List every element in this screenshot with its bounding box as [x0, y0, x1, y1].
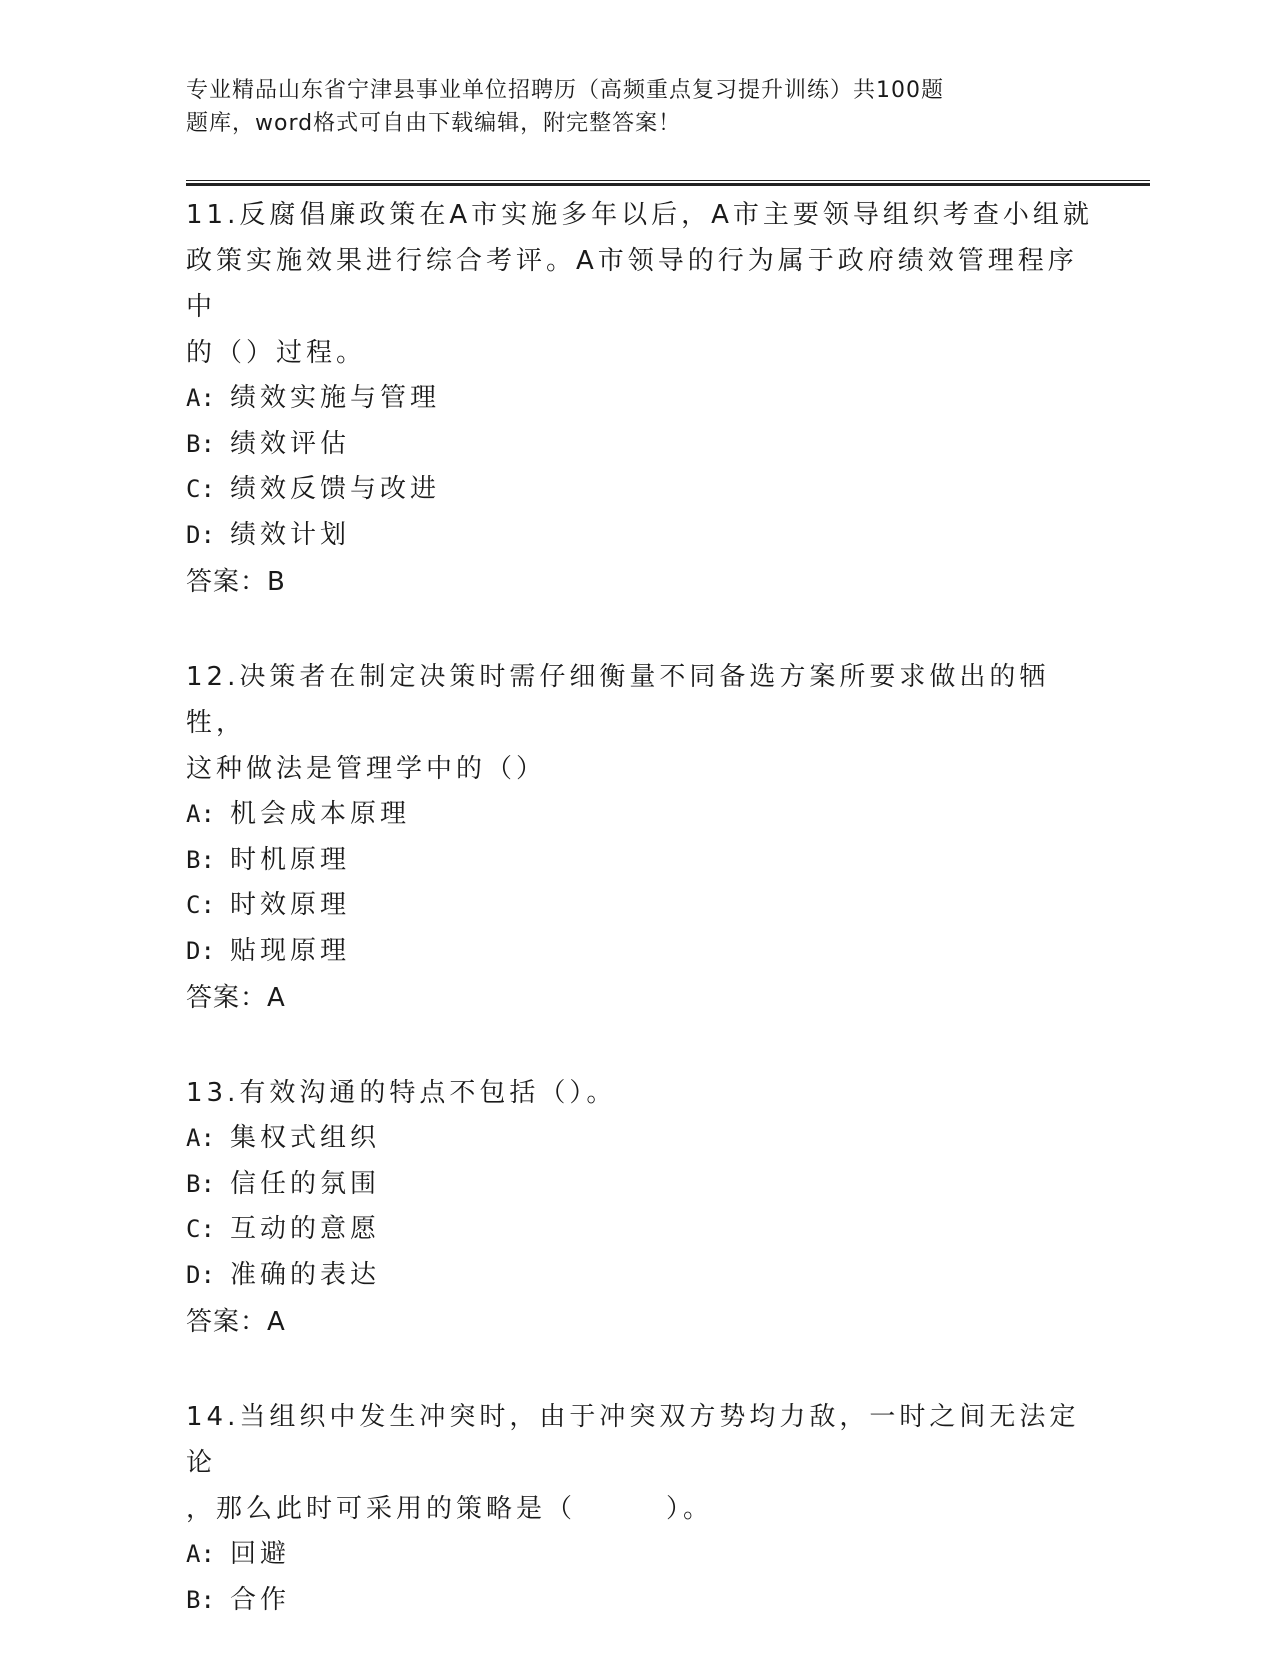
stem-line: 14.当组织中发生冲突时，由于冲突双方势均力敌，一时之间无法定论	[186, 1402, 1080, 1478]
stem-line: 11.反腐倡廉政策在A市实施多年以后，A市主要领导组织考查小组就	[186, 200, 1093, 230]
option-letter: B:	[186, 845, 215, 874]
option-d	[186, 513, 1106, 559]
option-letter: A:	[186, 384, 215, 412]
stem-line: 13.有效沟通的特点不包括（）。	[186, 1078, 617, 1108]
answer-line: 答案：A	[186, 1307, 286, 1337]
option-a	[186, 376, 1106, 422]
option-b	[186, 838, 1106, 884]
option-letter: D:	[186, 520, 215, 549]
option-text: 回避	[230, 1539, 291, 1569]
option-text: 绩效实施与管理	[230, 383, 441, 413]
option-c	[186, 467, 1106, 513]
option-text: 互动的意愿	[230, 1214, 381, 1244]
option-text: 准确的表达	[230, 1259, 381, 1290]
option-text: 绩效评估	[230, 428, 351, 459]
question-11	[186, 192, 1106, 606]
option-letter: A:	[186, 1124, 215, 1152]
question-stem	[186, 654, 1106, 792]
option-c	[186, 1207, 1106, 1253]
option-text: 机会成本原理	[230, 799, 411, 829]
stem-line: 12.决策者在制定决策时需仔细衡量不同备选方案所要求做出的牺牲，	[186, 662, 1050, 738]
option-b	[186, 1162, 1106, 1208]
question-13	[186, 1070, 1106, 1346]
option-text: 合作	[230, 1584, 291, 1615]
stem-line: 这种做法是管理学中的（）	[186, 754, 547, 784]
header-line-2: 题库，word格式可自由下载编辑，附完整答案！	[186, 111, 682, 136]
option-letter: B:	[186, 429, 215, 458]
option-text: 贴现原理	[230, 935, 351, 966]
document-header	[186, 74, 1046, 140]
option-b	[186, 422, 1106, 468]
option-text: 绩效计划	[230, 519, 351, 550]
option-a	[186, 792, 1106, 838]
question-list	[186, 192, 1106, 1671]
option-letter: A:	[186, 800, 215, 828]
option-text: 时效原理	[230, 890, 351, 920]
option-letter: B:	[186, 1169, 215, 1198]
option-letter: D:	[186, 1260, 215, 1289]
question-12	[186, 654, 1106, 1022]
option-text: 绩效反馈与改进	[230, 474, 441, 504]
option-letter: B:	[186, 1585, 215, 1614]
option-a	[186, 1116, 1106, 1162]
stem-line: 的（）过程。	[186, 338, 367, 368]
question-stem	[186, 1070, 1106, 1116]
answer-line: 答案：B	[186, 567, 286, 597]
option-d	[186, 1253, 1106, 1299]
header-line-1: 专业精品山东省宁津县事业单位招聘历（高频重点复习提升训练）共100题	[186, 78, 944, 103]
stem-line: 政策实施效果进行综合考评。A市领导的行为属于政府绩效管理程序中	[186, 246, 1078, 322]
option-text: 集权式组织	[230, 1123, 381, 1153]
option-letter: A:	[186, 1540, 215, 1568]
question-stem	[186, 192, 1106, 376]
option-letter: D:	[186, 936, 215, 965]
answer-line: 答案：A	[186, 983, 286, 1013]
option-letter: C:	[186, 475, 215, 503]
option-a	[186, 1532, 1106, 1578]
option-text: 信任的氛围	[230, 1168, 381, 1199]
option-b	[186, 1578, 1106, 1624]
option-letter: C:	[186, 1215, 215, 1243]
question-stem	[186, 1394, 1106, 1532]
option-d	[186, 929, 1106, 975]
option-letter: C:	[186, 891, 215, 919]
option-text: 时机原理	[230, 844, 351, 875]
header-divider-thick	[186, 183, 1150, 186]
question-14	[186, 1394, 1106, 1623]
option-c	[186, 883, 1106, 929]
stem-line: ，那么此时可采用的策略是（ ）。	[186, 1494, 714, 1524]
header-divider-thin	[186, 180, 1150, 181]
